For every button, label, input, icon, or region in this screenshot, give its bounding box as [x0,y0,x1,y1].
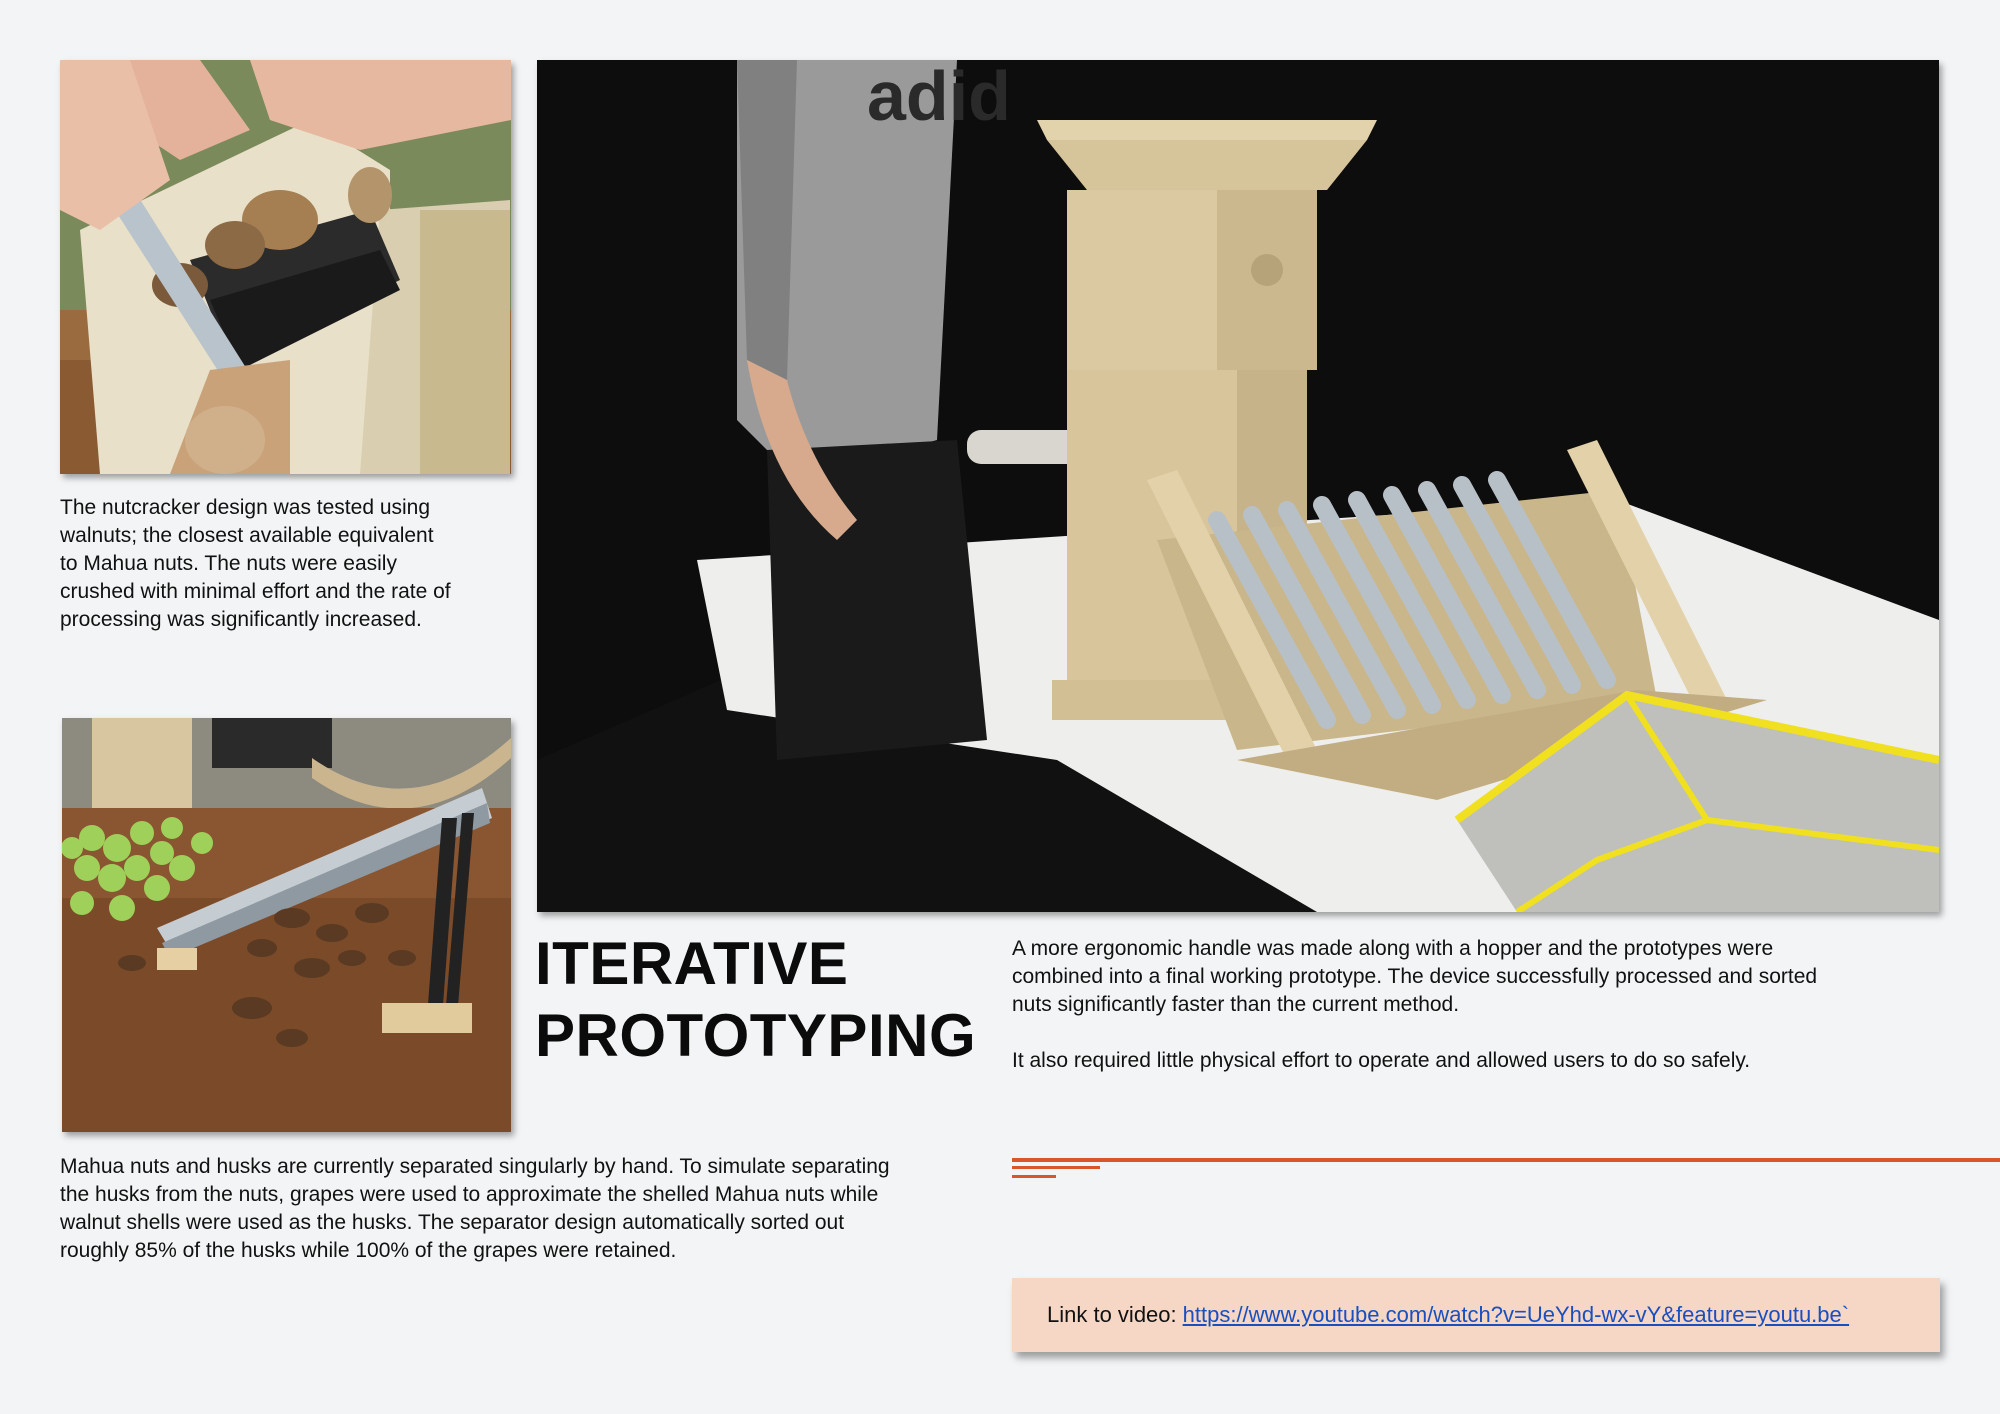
separator-caption: Mahua nuts and husks are currently separated singularly by hand. To simulate separating the husks from the nuts, grapes were used to approximate the shelled Mahua nuts while walnut shells were used as the husks. The separator design automatically sorted out roughly 85% of the husks while 100% of the grapes were retained. [60,1155,890,1262]
page-title-line-2: PROTOTYPING [535,1002,977,1069]
nutcracker-caption: The nutcracker design was tested using walnuts; the closest available equivalent to Mahua nuts. The nuts were easily crushed with minimal effort and the rate of processing was significantly increased. [60,496,451,631]
prototype-caption: A more ergonomic handle was made along with a hopper and the prototypes were combined into a final working prototype. The device successfully processed and sorted nuts significantly faster than the current method. It also required little physical effort to operate and allowed users to do so safely. [1012,937,1818,1072]
accent-stub-1 [1012,1166,1100,1169]
video-link[interactable]: https://www.youtube.com/watch?v=UeYhd-wx-vY&feature=youtu.be` [1182,1302,1850,1327]
page-title-line-1: ITERATIVE [535,930,849,997]
accent-divider [1012,1158,2000,1162]
page-title [535,928,976,1072]
video-link-box [1012,1278,1940,1352]
shirt-text: adid [867,60,1011,135]
video-link-label: Link to video: [1047,1302,1177,1327]
separator-photo [62,718,511,1132]
prototype-photo [537,60,1939,912]
nutcracker-photo [60,60,511,474]
accent-stub-2 [1012,1175,1056,1178]
